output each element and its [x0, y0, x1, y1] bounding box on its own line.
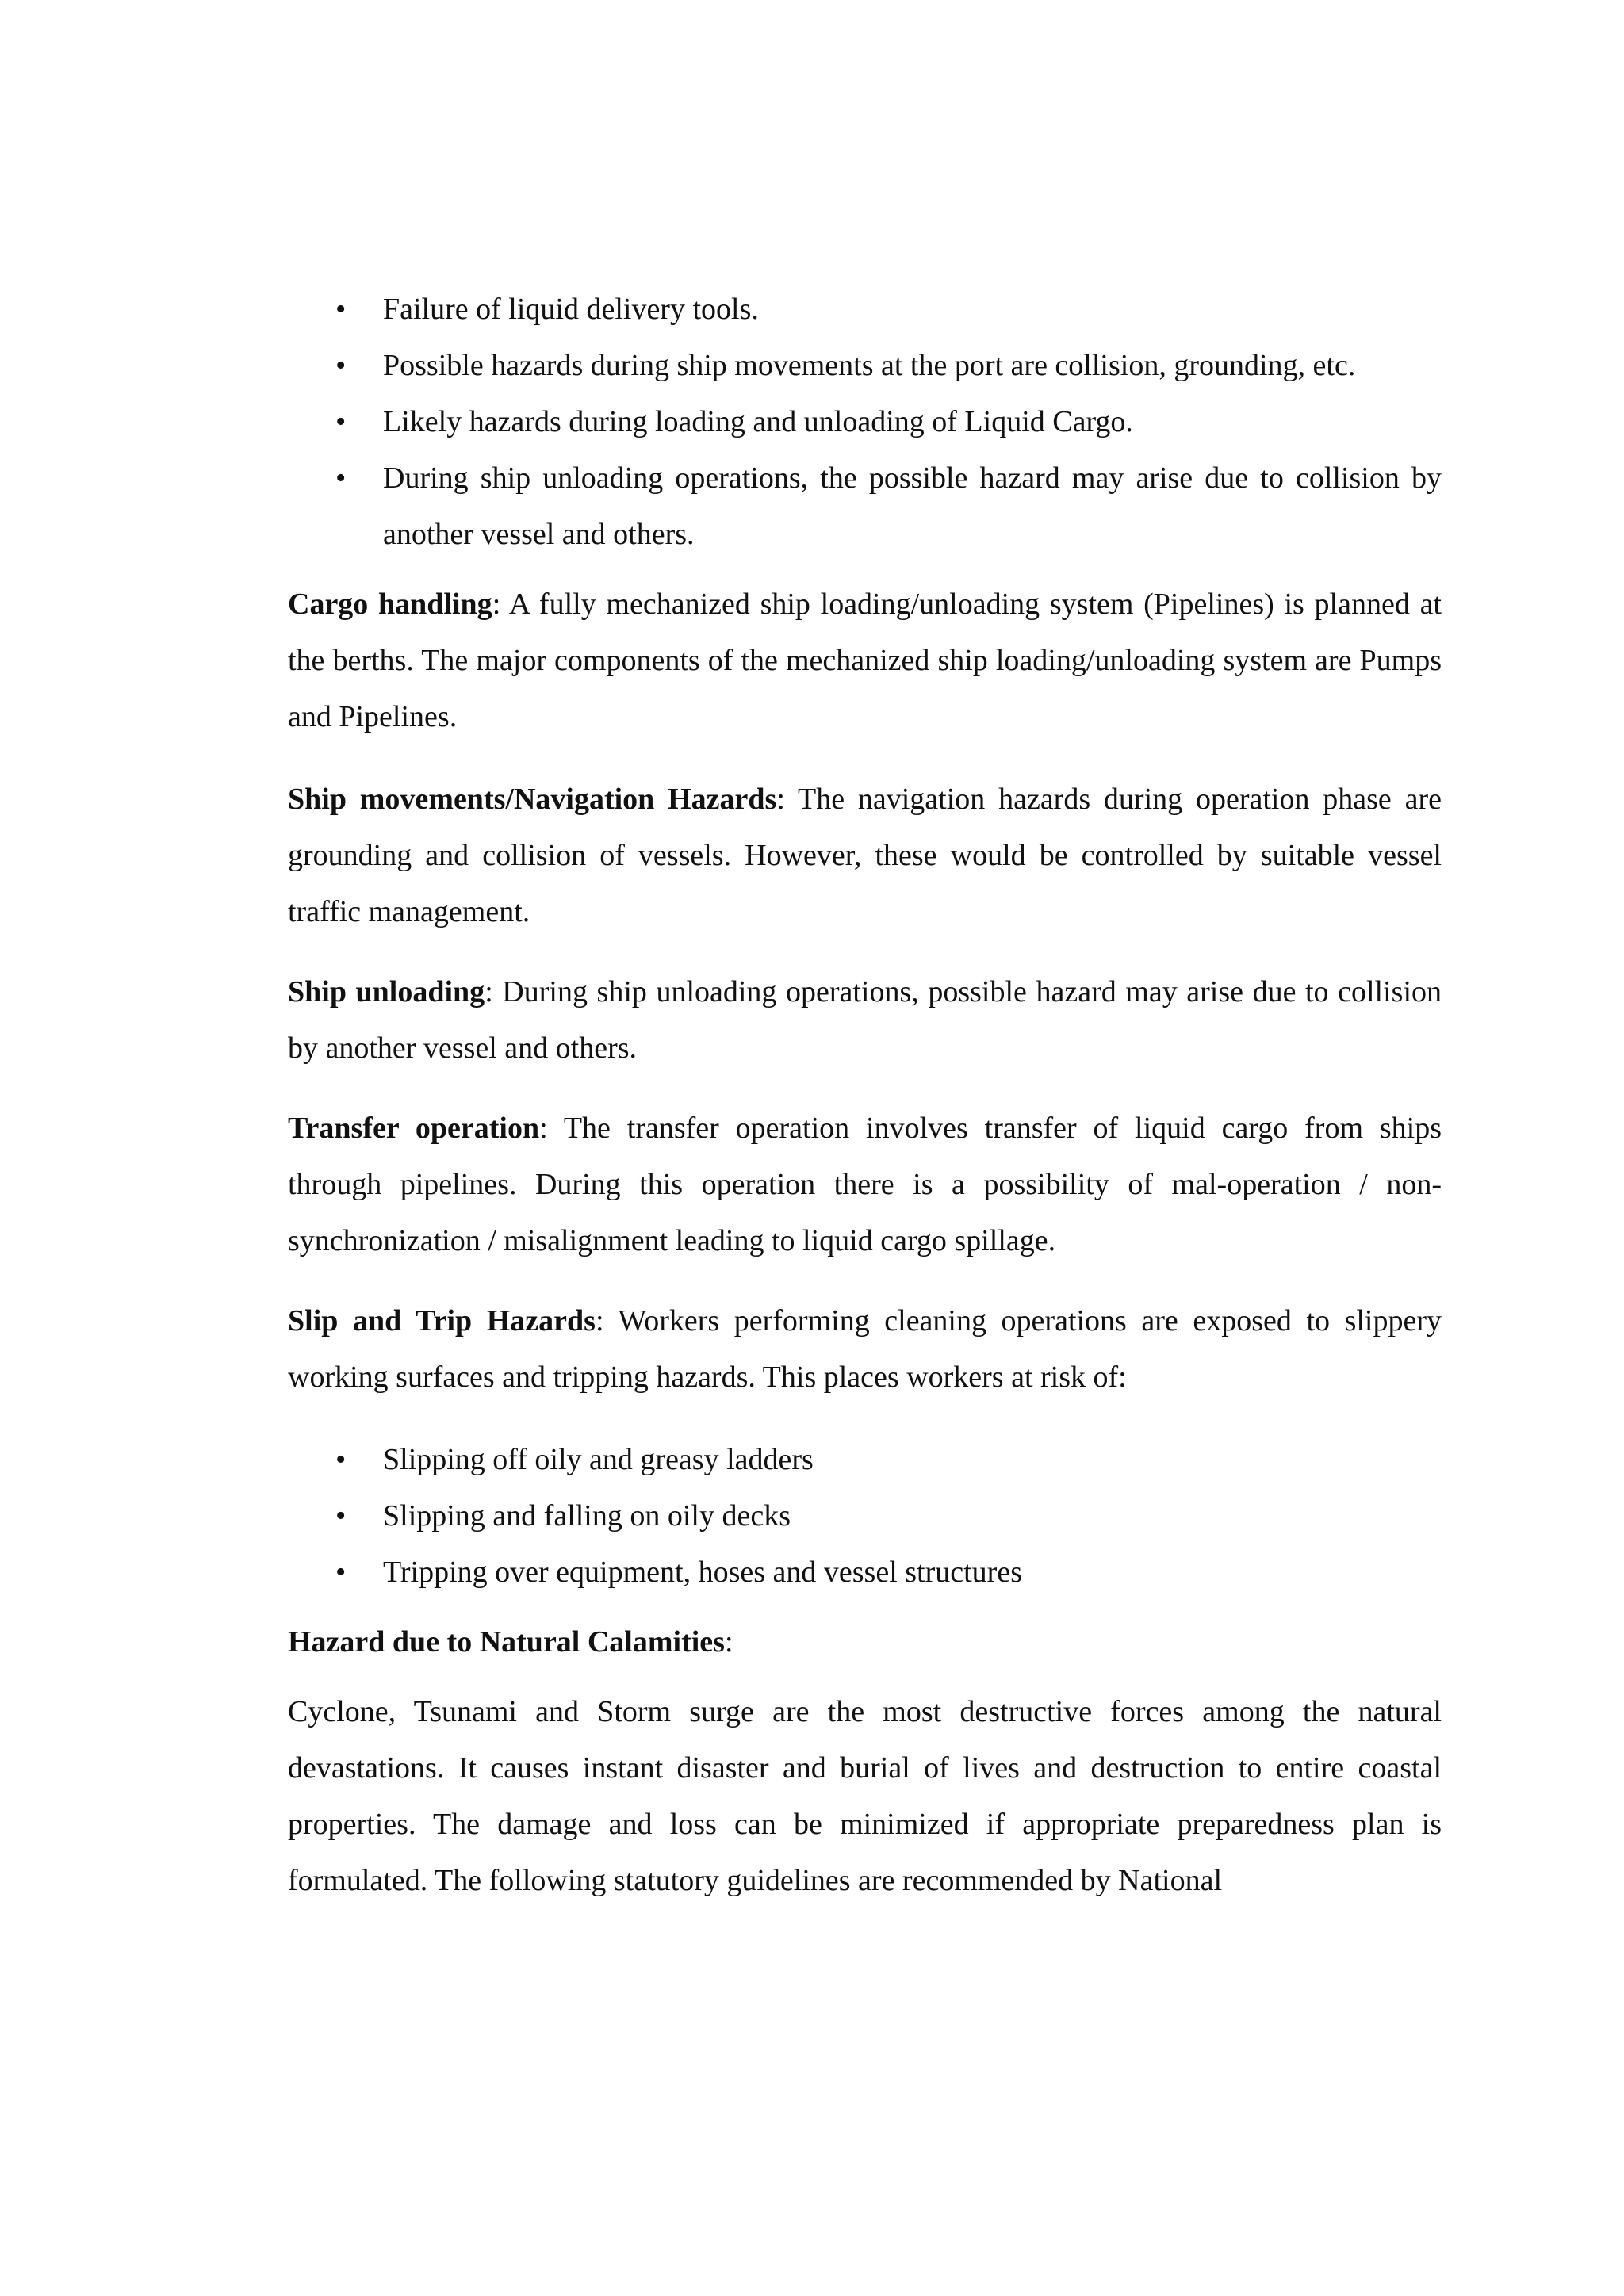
natural-calamities-paragraph: Cyclone, Tsunami and Storm surge are the most destructive forces among the natural devastations. It causes instant disaster and burial of lives and destruction to entire coastal properties. The damage and loss can be minimized if appropriate preparedness plan is formulated. The following statutory guidelines are recommended by National	[288, 1695, 1442, 1897]
slip-trip-text: : Workers performing cleaning operations are exposed to slippery working surfaces and tripping hazards. This places workers at risk of:	[288, 1304, 1442, 1394]
ship-unloading-term: Ship unloading	[288, 975, 485, 1008]
hazard-bullet-list	[288, 281, 1442, 563]
ship-movements-paragraph	[288, 771, 1442, 940]
transfer-operation-term: Transfer operation	[288, 1112, 540, 1145]
ship-unloading-text: : During ship unloading operations, possible hazard may arise due to collision by another vessel and others.	[288, 975, 1442, 1065]
page-content	[288, 281, 1442, 1909]
list-item: • Possible hazards during ship movements at the port are collision, grounding, etc.	[288, 338, 1442, 394]
list-item: • Slipping off oily and greasy ladders	[288, 1432, 1442, 1488]
natural-calamities-heading	[288, 1614, 1442, 1670]
transfer-operation-text: : The transfer operation involves transfer of liquid cargo from ships through pipelines. During this operation there is a possibility of mal-operation / non-synchronization / misalignment leading to liquid cargo spillage.	[288, 1112, 1442, 1257]
list-item: • Failure of liquid delivery tools.	[288, 281, 1442, 338]
slip-trip-term: Slip and Trip Hazards	[288, 1304, 596, 1337]
transfer-operation-paragraph	[288, 1100, 1442, 1269]
cargo-handling-paragraph	[288, 576, 1442, 745]
natural-calamities-colon: :	[724, 1625, 733, 1659]
list-item: • Slipping and falling on oily decks	[288, 1488, 1442, 1544]
list-item: • Likely hazards during loading and unloading of Liquid Cargo.	[288, 394, 1442, 450]
ship-movements-text: : The navigation hazards during operation phase are grounding and collision of vessels. However, these would be controlled by suitable vessel traffic management.	[288, 783, 1442, 928]
list-item: • During ship unloading operations, the possible hazard may arise due to collision by another vessel and others.	[288, 450, 1442, 563]
slip-trip-bullet-list	[288, 1432, 1442, 1601]
list-item: • Tripping over equipment, hoses and vessel structures	[288, 1544, 1442, 1601]
ship-movements-term: Ship movements/Navigation Hazards	[288, 783, 777, 816]
cargo-handling-term: Cargo handling	[288, 587, 492, 621]
slip-trip-paragraph	[288, 1293, 1442, 1406]
cargo-handling-text: : A fully mechanized ship loading/unloading system (Pipelines) is planned at the berths. The major components of the mechanized ship loading/unloading system are Pumps and Pipelines.	[288, 587, 1442, 733]
natural-calamities-term: Hazard due to Natural Calamities	[288, 1625, 725, 1659]
ship-unloading-paragraph	[288, 964, 1442, 1077]
